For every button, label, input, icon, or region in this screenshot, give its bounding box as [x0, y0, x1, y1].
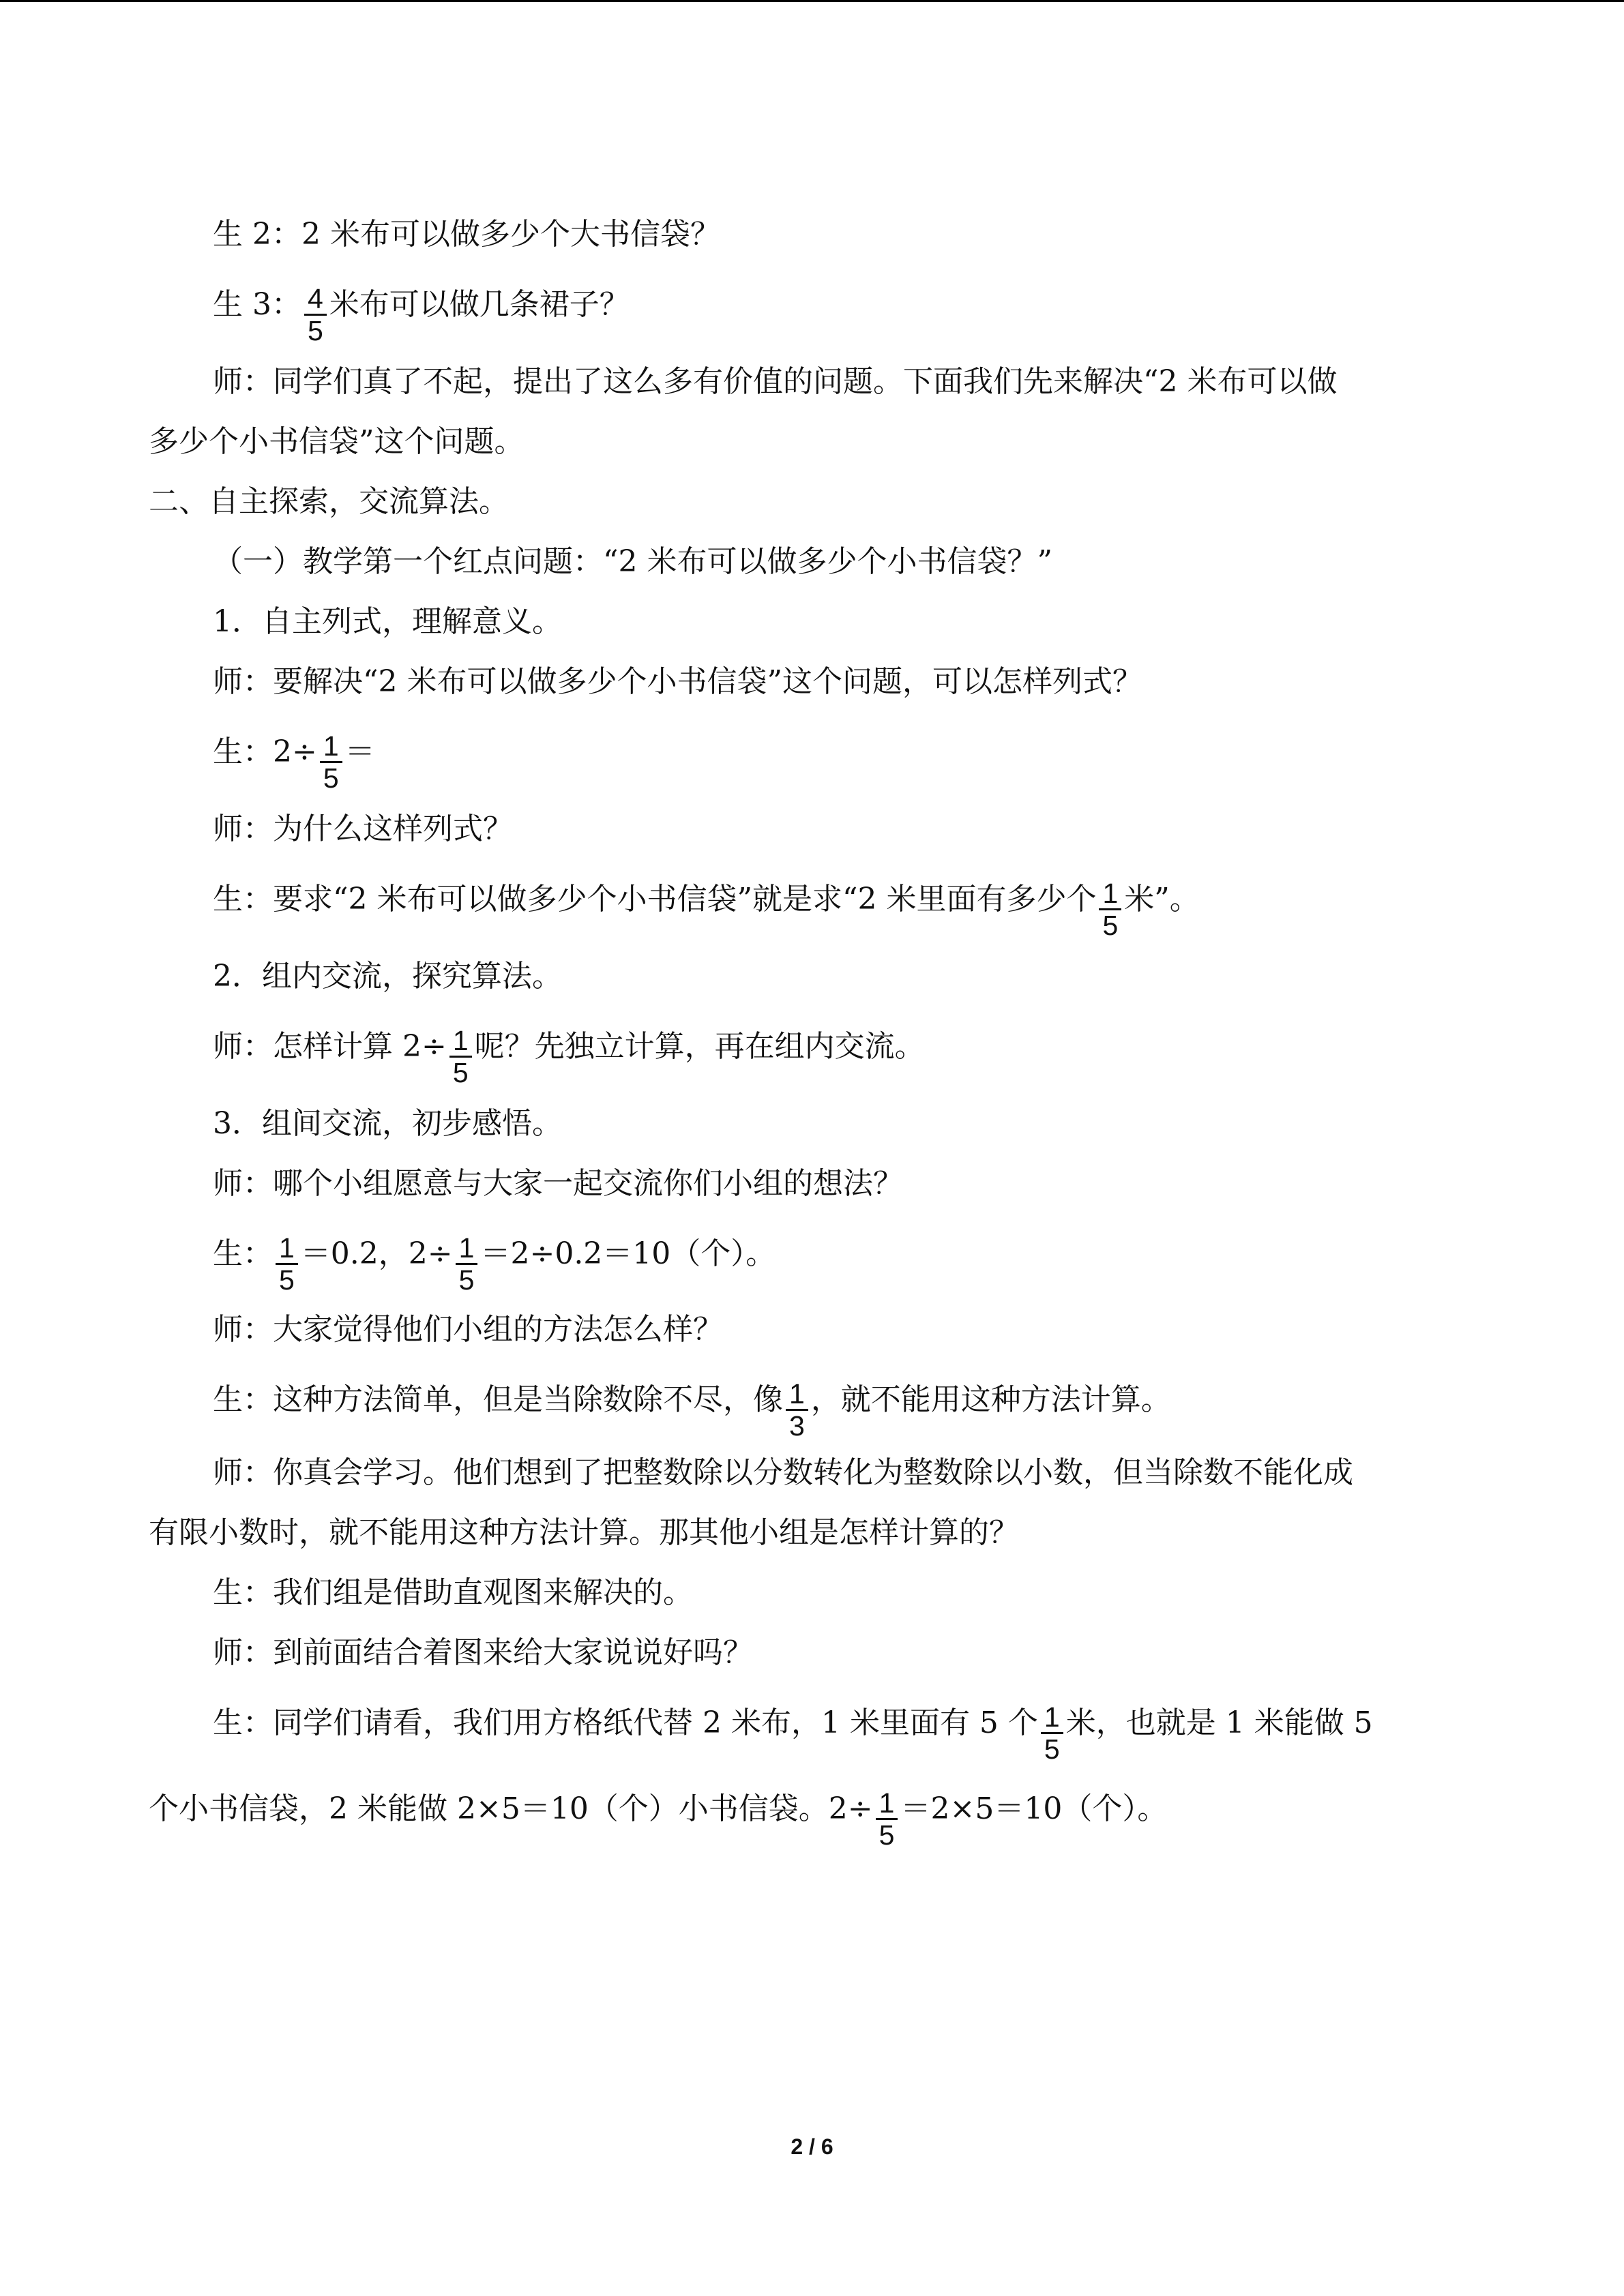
line-teacher-summary [213, 1452, 1353, 1493]
text: ＝2×5＝10（个）。 [900, 1791, 1168, 1826]
denominator: 5 [307, 315, 323, 346]
text: （一）教学第一个红点问题：“2 米布可以做多少个小书信袋？” [213, 544, 1052, 579]
line-student-diagram [213, 1572, 693, 1613]
text: 生：我们组是借助直观图来解决的。 [213, 1575, 693, 1610]
step-1-heading [213, 601, 562, 642]
denominator: 3 [789, 1410, 805, 1442]
line-student-limitation [213, 1371, 1171, 1442]
page-number: 2 / 6 [791, 2134, 833, 2159]
line-student3 [213, 275, 630, 346]
line-teacher-why [213, 809, 513, 850]
step-3-heading [213, 1103, 562, 1144]
denominator: 5 [323, 762, 339, 794]
denominator: 5 [458, 1264, 475, 1296]
denominator: 5 [1102, 910, 1119, 941]
line-student-expression [213, 723, 375, 794]
numerator: 1 [1041, 1702, 1063, 1734]
text: 生：这种方法简单，但是当除数除不尽，像 [213, 1382, 783, 1417]
line-teacher-which-group [213, 1163, 903, 1204]
text: 米”。 [1124, 882, 1200, 916]
line-student-decimal-method [213, 1225, 776, 1296]
top-border [0, 0, 1624, 2]
text: 生：同学们请看，我们用方格纸代替 2 米布，1 米里面有 5 个 [213, 1705, 1038, 1740]
line-student-grid-explain-cont [149, 1780, 1168, 1851]
denominator: 5 [452, 1057, 469, 1088]
text: 师：大家觉得他们小组的方法怎么样？ [213, 1312, 723, 1347]
text: 生：要求“2 米布可以做多少个小书信袋”就是求“2 米里面有多少个 [213, 882, 1097, 916]
fraction [320, 731, 342, 793]
line-student2 [213, 214, 720, 255]
text: 生 3： [213, 287, 301, 322]
text: 2．组内交流，探究算法。 [213, 959, 562, 994]
line-teacher-summary-cont [149, 1512, 1019, 1553]
section-heading-2 [149, 481, 509, 522]
text: 师：怎样计算 2÷ [213, 1029, 447, 1064]
line-teacher-praise [213, 361, 1337, 402]
line-teacher-question [213, 661, 1142, 702]
text: 多少个小书信袋”这个问题。 [149, 424, 525, 459]
line-teacher-praise-cont [149, 421, 525, 462]
fraction [304, 284, 327, 346]
text: ＝0.2，2÷ [300, 1236, 453, 1271]
numerator: 1 [449, 1026, 472, 1058]
step-2-heading [213, 956, 562, 997]
fraction [786, 1379, 808, 1441]
text: 有限小数时，就不能用这种方法计算。那其他小组是怎样计算的？ [149, 1515, 1019, 1550]
text: 生： [213, 1236, 273, 1271]
line-teacher-invite [213, 1632, 753, 1673]
fraction [276, 1233, 298, 1295]
text: ，就不能用这种方法计算。 [810, 1382, 1171, 1417]
line-teacher-opinion [213, 1309, 723, 1350]
fraction [449, 1026, 472, 1088]
text: 生 2：2 米布可以做多少个大书信袋？ [213, 217, 720, 252]
denominator: 5 [279, 1264, 295, 1296]
text: 师：到前面结合着图来给大家说说好吗？ [213, 1635, 753, 1670]
text: 师：哪个小组愿意与大家一起交流你们小组的想法？ [213, 1166, 903, 1201]
numerator: 4 [304, 284, 327, 316]
text: ＝ [344, 734, 375, 769]
text: 二、自主探索，交流算法。 [149, 484, 509, 519]
subsection-heading-1 [213, 541, 1052, 582]
text: 米，也就是 1 米能做 5 [1065, 1705, 1373, 1740]
text: 个小书信袋，2 米能做 2×5＝10（个）小书信袋。2÷ [149, 1791, 873, 1826]
fraction [1099, 878, 1121, 940]
fraction [456, 1233, 478, 1295]
numerator: 1 [320, 731, 342, 763]
denominator: 5 [1044, 1733, 1060, 1765]
line-student-explain [213, 870, 1200, 941]
line-student-grid-explain [213, 1694, 1373, 1765]
text: ＝2÷0.2＝10（个）。 [480, 1236, 776, 1271]
numerator: 1 [786, 1379, 808, 1411]
numerator: 1 [1099, 878, 1121, 910]
denominator: 5 [879, 1819, 895, 1851]
text: 生：2÷ [213, 734, 317, 769]
text: 师：为什么这样列式？ [213, 811, 513, 846]
line-teacher-how [213, 1017, 925, 1088]
fraction [1041, 1702, 1063, 1764]
text: 师：同学们真了不起，提出了这么多有价值的问题。下面我们先来解决“2 米布可以做 [213, 364, 1338, 399]
text: 呢？先独立计算，再在组内交流。 [474, 1029, 925, 1064]
text: 米布可以做几条裙子？ [329, 287, 630, 322]
fraction [876, 1788, 898, 1850]
numerator: 1 [876, 1788, 898, 1820]
numerator: 1 [456, 1233, 478, 1265]
text: 师：你真会学习。他们想到了把整数除以分数转化为整数除以小数，但当除数不能化成 [213, 1455, 1353, 1490]
text: 3．组间交流，初步感悟。 [213, 1106, 562, 1141]
numerator: 1 [276, 1233, 298, 1265]
text: 1．自主列式，理解意义。 [213, 604, 562, 639]
text: 师：要解决“2 米布可以做多少个小书信袋”这个问题，可以怎样列式？ [213, 664, 1142, 699]
